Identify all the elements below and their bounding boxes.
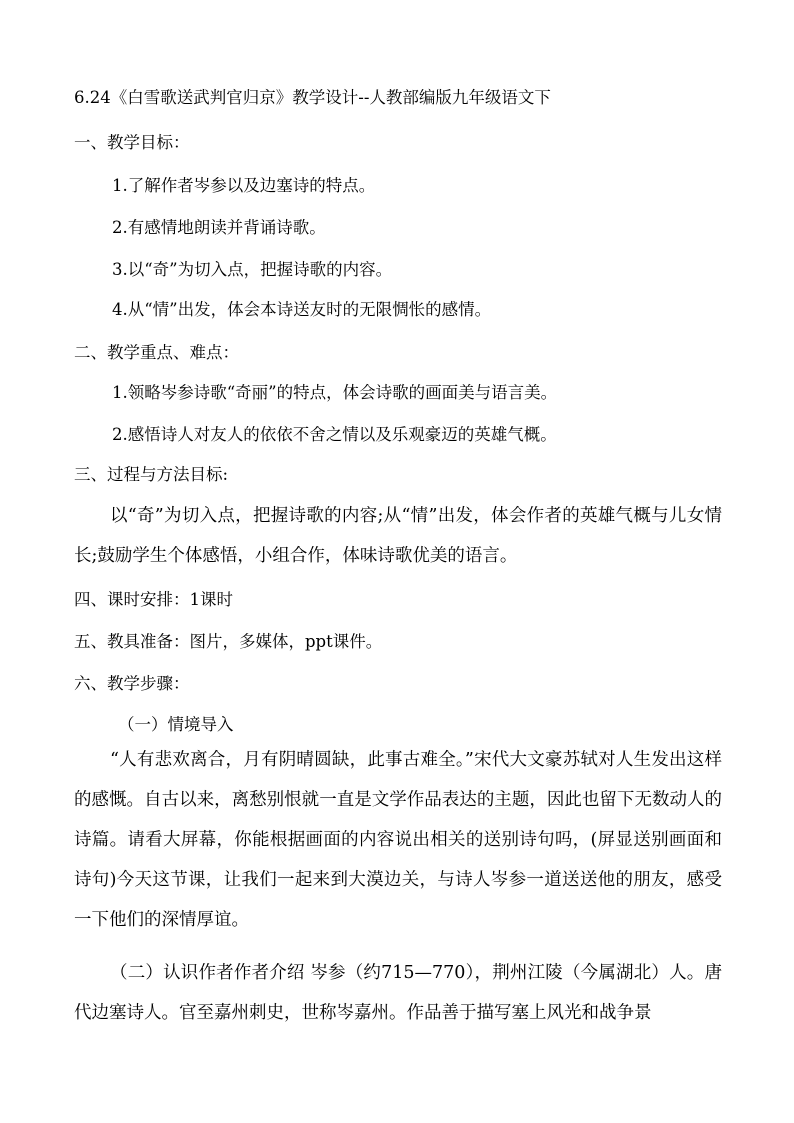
key-point-2: 2.感悟诗人对友人的依依不舍之情以及乐观豪迈的英雄气概。	[112, 425, 557, 444]
goal-item-3: 3.以“奇”为切入点，把握诗歌的内容。	[112, 260, 393, 279]
step-1-paragraph: “人有悲欢离合，月有阴晴圆缺，此事古难全。”宋代大文豪苏轼对人生发出这样的感慨。自古以来，离愁别恨就一直是文学作品表达的主题，因此也留下无数动人的诗篇。请看大屏幕，你能根据画面的内容说出相关的送别诗句吗，(屏显送别画面和诗句)今天这节课，让我们一起来到大漠边关，与诗人岑参一道送送他的朋友，感受一下他们的深情厚谊。	[74, 750, 722, 930]
step-2-paragraph: （二）认识作者作者介绍 岑参（约715—770），荆州江陵（今属湖北）人。唐代边塞诗人。官至嘉州刺史，世称岑嘉州。作品善于描写塞上风光和战争景	[74, 963, 722, 1023]
section-heading-goals: 一、教学目标：	[74, 133, 190, 152]
goal-item-1: 1.了解作者岑参以及边塞诗的特点。	[112, 176, 376, 195]
section-heading-key-points: 二、教学重点、难点：	[74, 343, 239, 362]
process-paragraph: 以“奇”为切入点，把握诗歌的内容;从“情”出发，体会作者的英雄气概与儿女情长;鼓励学生个体感悟，小组合作，体味诗歌优美的语言。	[74, 506, 722, 566]
step-1-heading: （一）情境导入	[118, 715, 234, 734]
document-title: 6.24《白雪歌送武判官归京》教学设计--人教部编版九年级语文下	[74, 88, 551, 107]
goal-item-2: 2.有感情地朗读并背诵诗歌。	[112, 218, 326, 237]
goal-item-4: 4.从“情”出发，体会本诗送友时的无限惆怅的感情。	[112, 300, 492, 319]
key-point-1: 1.领略岑参诗歌“奇丽”的特点，体会诗歌的画面美与语言美。	[112, 383, 558, 402]
section-materials: 五、教具准备：图片，多媒体，ppt课件。	[74, 632, 383, 651]
section-heading-steps: 六、教学步骤：	[74, 674, 190, 693]
section-heading-process: 三、过程与方法目标:	[74, 465, 229, 484]
section-schedule: 四、课时安排：1课时	[74, 590, 233, 609]
